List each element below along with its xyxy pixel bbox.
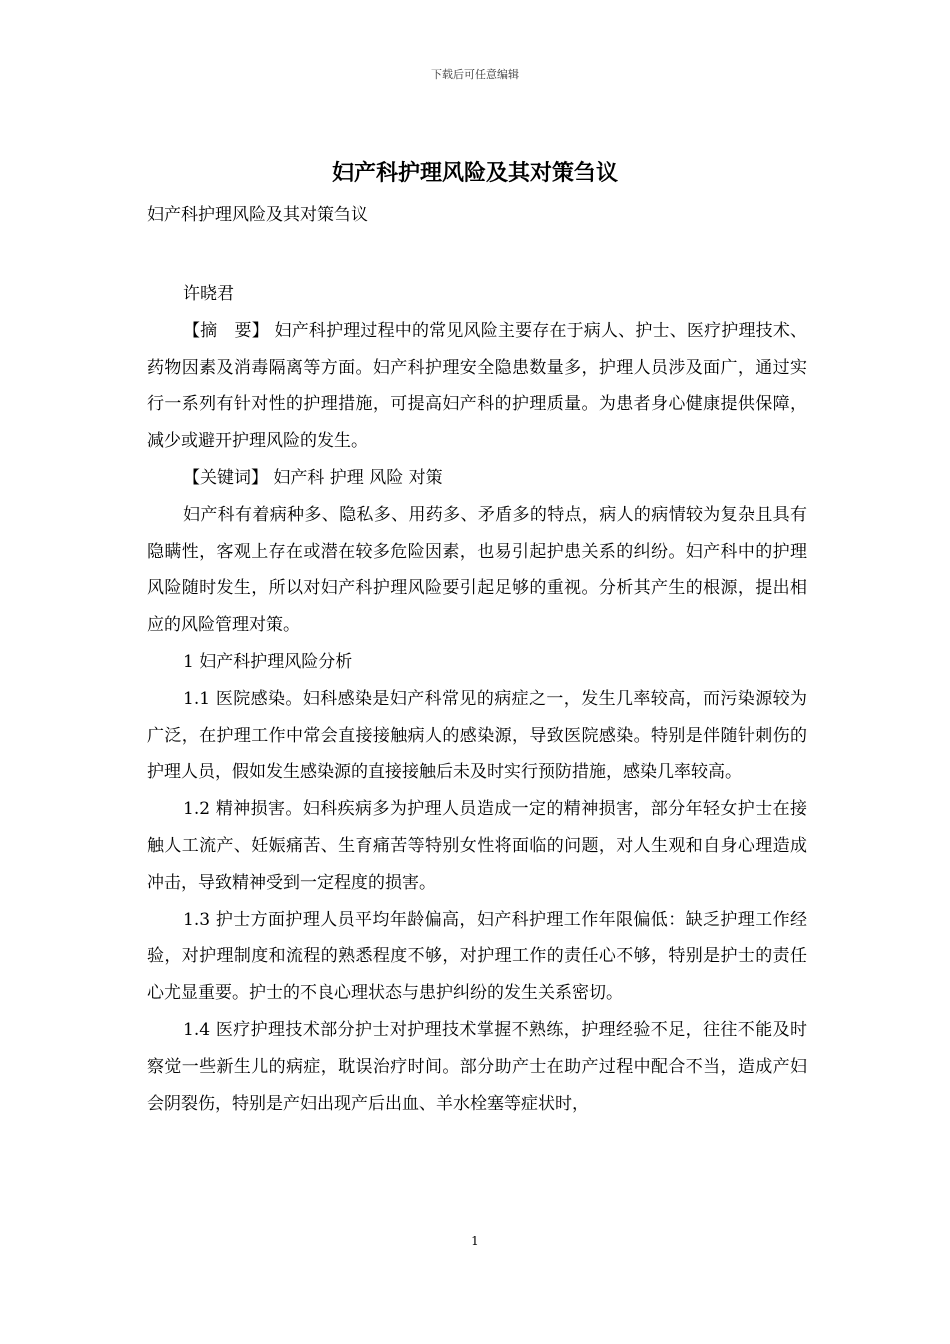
abstract-label: 【摘 要】 xyxy=(183,320,269,341)
abstract-paragraph xyxy=(147,313,807,460)
intro-paragraph: 妇产科有着病种多、隐私多、用药多、矛盾多的特点，病人的病情较为复杂且具有隐瞒性，客观上存在或潜在较多危险因素，也易引起护患关系的纠纷。妇产科中的护理风险随时发生，所以对妇产科护理风险要引起足够的重视。分析其产生的根源，提出相应的风险管理对策。 xyxy=(147,504,807,636)
section-heading: 1 妇产科护理风险分析 xyxy=(183,651,353,672)
document-title: 妇产科护理风险及其对策刍议 xyxy=(331,160,618,186)
page-header-note: 下载后可任意编辑 xyxy=(431,68,519,81)
paragraph-1-1: 1.1 医院感染。妇科感染是妇产科常见的病症之一，发生几率较高，而污染源较为广泛，在护理工作中常会直接接触病人的感染源，导致医院感染。特别是伴随针刺伤的护理人员，假如发生感染源的直接接触后未及时实行预防措施，感染几率较高。 xyxy=(147,688,807,783)
abstract-text: 妇产科护理过程中的常见风险主要存在于病人、护士、医疗护理技术、药物因素及消毒隔离等方面。妇产科护理安全隐患数量多，护理人员涉及面广，通过实行一系列有针对性的护理措施，可提高妇产科的护理质量。为患者身心健康提供保障，减少或避开护理风险的发生。 xyxy=(147,320,808,452)
paragraph-1-4: 1.4 医疗护理技术部分护士对护理技术掌握不熟练，护理经验不足，往往不能及时察觉一些新生儿的病症，耽误治疗时间。部分助产士在助产过程中配合不当，造成产妇会阴裂伤，特别是产妇出现产后出血、羊水栓塞等症状时， xyxy=(147,1019,807,1114)
page-number: 1 xyxy=(471,1234,479,1248)
keywords-label: 【关键词】 xyxy=(183,467,268,488)
paragraph-1-3: 1.3 护士方面护理人员平均年龄偏高，妇产科护理工作年限偏低：缺乏护理工作经验，对护理制度和流程的熟悉程度不够，对护理工作的责任心不够，特别是护士的责任心尤显重要。护士的不良心理状态与患护纠纷的发生关系密切。 xyxy=(147,909,807,1004)
paragraph-1-2: 1.2 精神损害。妇科疾病多为护理人员造成一定的精神损害，部分年轻女护士在接触人工流产、妊娠痛苦、生育痛苦等特别女性将面临的问题，对人生观和自身心理造成冲击，导致精神受到一定程度的损害。 xyxy=(147,799,807,893)
keywords-text: 妇产科 护理 风险 对策 xyxy=(273,467,443,488)
keywords-paragraph xyxy=(147,460,807,497)
author-line: 许晓君 xyxy=(183,284,234,304)
document-subtitle: 妇产科护理风险及其对策刍议 xyxy=(147,205,368,225)
document-body xyxy=(147,276,807,1122)
